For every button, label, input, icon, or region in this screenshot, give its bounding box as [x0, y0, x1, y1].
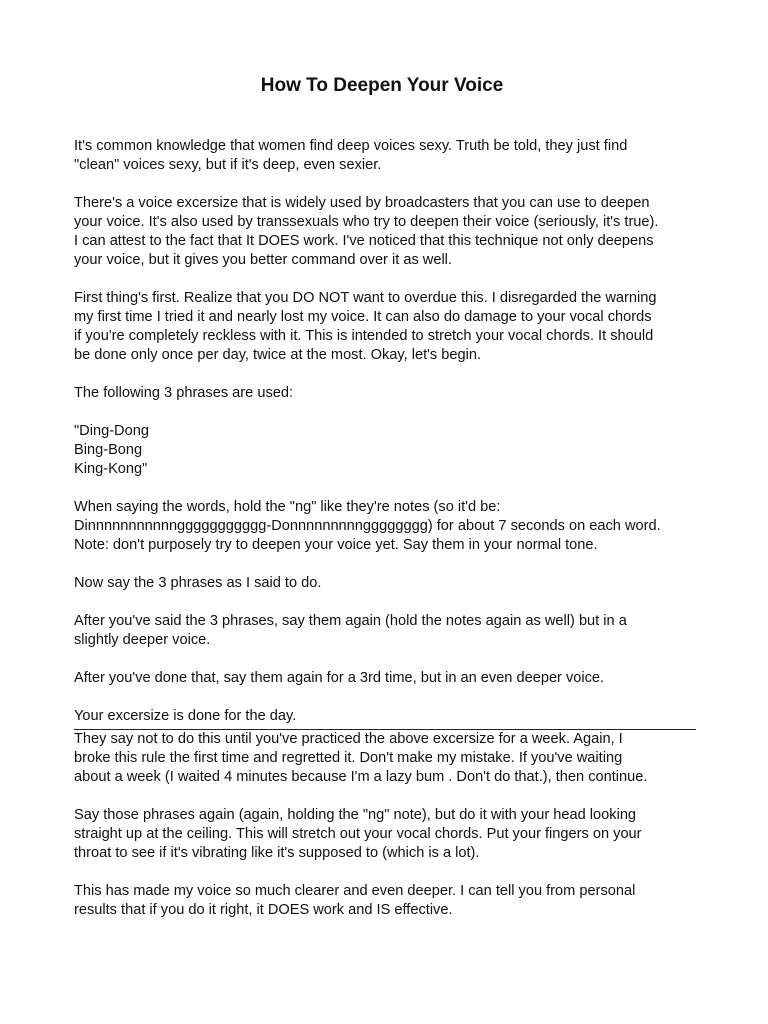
- text-line: Bing-Bong: [74, 442, 143, 458]
- text-line: Dinnnnnnnnnnnggggggggggg-Donnnnnnnnngggggggg) for about 7 seconds on each word.: [74, 518, 661, 534]
- text-line: "Ding-Dong: [74, 423, 149, 439]
- document-body: [74, 137, 696, 939]
- paragraph: [74, 422, 696, 479]
- paragraph: [74, 707, 696, 726]
- text-line: I can attest to the fact that It DOES work. I've noticed that this technique not only deepens: [74, 233, 654, 249]
- text-line: The following 3 phrases are used:: [74, 385, 294, 401]
- paragraph: [74, 384, 696, 403]
- text-line: your voice, but it gives you better command over it as well.: [74, 252, 452, 268]
- text-line: When saying the words, hold the "ng" like they're notes (so it'd be:: [74, 499, 501, 515]
- page-title: How To Deepen Your Voice: [260, 75, 504, 96]
- text-line: After you've done that, say them again for a 3rd time, but in an even deeper voice.: [74, 670, 605, 686]
- text-line: throat to see if it's vibrating like it's supposed to (which is a lot).: [74, 845, 480, 861]
- paragraph: [74, 194, 696, 270]
- text-line: First thing's first. Realize that you DO NOT want to overdue this. I disregarded the warning: [74, 290, 657, 306]
- paragraph: [74, 289, 696, 365]
- paragraph: [74, 612, 696, 650]
- text-line: It's common knowledge that women find deep voices sexy. Truth be told, they just find: [74, 138, 628, 154]
- text-line: This has made my voice so much clearer and even deeper. I can tell you from personal: [74, 883, 636, 899]
- paragraph: [74, 730, 696, 787]
- text-line: slightly deeper voice.: [74, 632, 211, 648]
- text-line: Note: don't purposely try to deepen your voice yet. Say them in your normal tone.: [74, 537, 598, 553]
- text-line: They say not to do this until you've practiced the above excersize for a week. Again, I: [74, 731, 623, 747]
- text-line: if you're completely reckless with it. This is intended to stretch your vocal chords. It should: [74, 328, 654, 344]
- paragraph: [74, 574, 696, 593]
- paragraph: [74, 882, 696, 920]
- text-line: results that if you do it right, it DOES work and IS effective.: [74, 902, 453, 918]
- text-line: your voice. It's also used by transsexuals who try to deepen their voice (seriously, it's true).: [74, 214, 659, 230]
- paragraph: [74, 498, 696, 555]
- text-line: broke this rule the first time and regretted it. Don't make my mistake. If you've waiting: [74, 750, 623, 766]
- paragraph: [74, 669, 696, 688]
- text-line: about a week (I waited 4 minutes because I'm a lazy bum . Don't do that.), then continue.: [74, 769, 648, 785]
- text-line: Your excersize is done for the day.: [74, 708, 297, 724]
- text-line: After you've said the 3 phrases, say them again (hold the notes again as well) but in a: [74, 613, 627, 629]
- text-line: Now say the 3 phrases as I said to do.: [74, 575, 322, 591]
- text-line: straight up at the ceiling. This will stretch out your vocal chords. Put your fingers on your: [74, 826, 642, 842]
- paragraph: [74, 137, 696, 175]
- text-line: my first time I tried it and nearly lost my voice. It can also do damage to your vocal chords: [74, 309, 652, 325]
- text-line: be done only once per day, twice at the most. Okay, let's begin.: [74, 347, 482, 363]
- text-line: Say those phrases again (again, holding the "ng" note), but do it with your head looking: [74, 807, 637, 823]
- text-line: There's a voice excersize that is widely used by broadcasters that you can use to deepen: [74, 195, 650, 211]
- paragraph: [74, 806, 696, 863]
- text-line: King-Kong": [74, 461, 148, 477]
- text-line: "clean" voices sexy, but if it's deep, even sexier.: [74, 157, 382, 173]
